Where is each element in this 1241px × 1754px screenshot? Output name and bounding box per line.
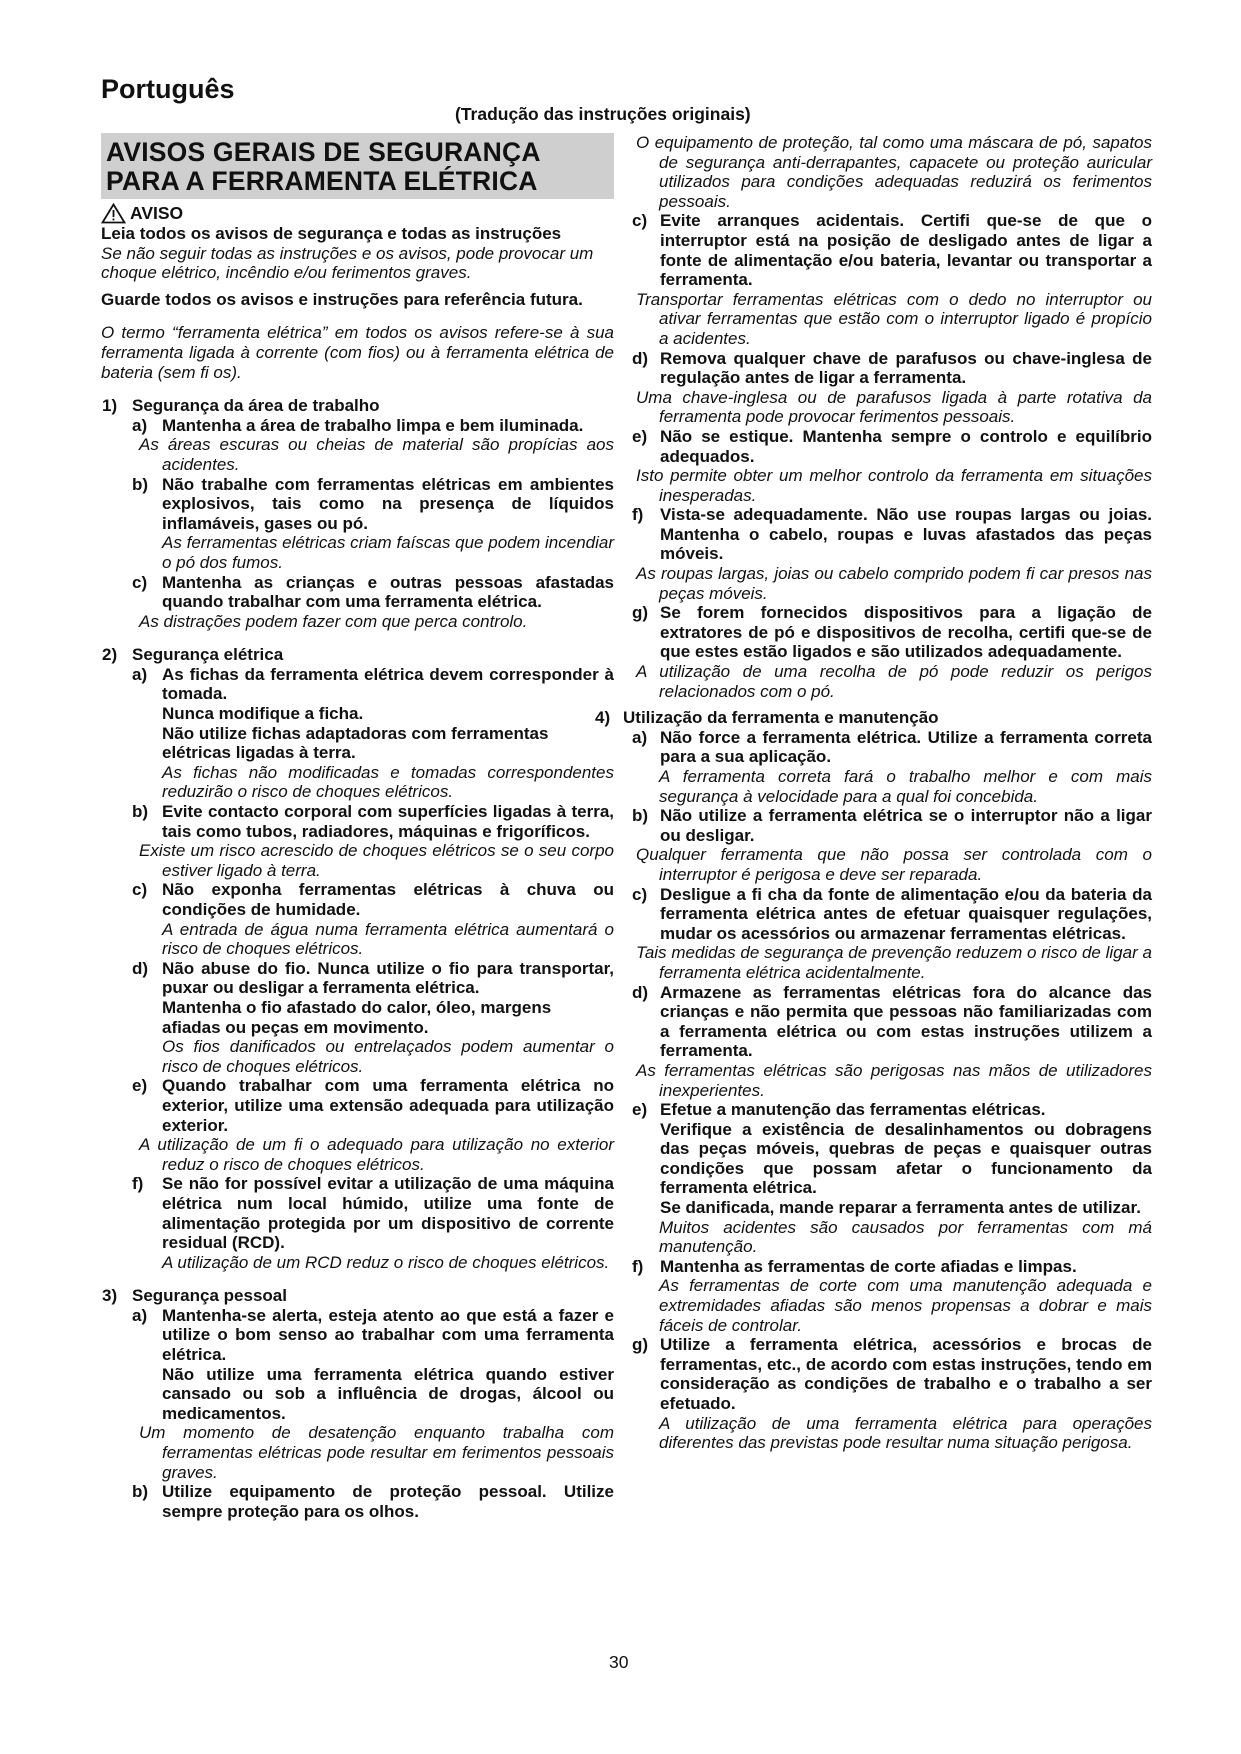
- keep-all-instruction: Guarde todos os avisos e instruções para referência futura.: [101, 289, 583, 309]
- power-tool-definition: O termo “ferramenta elétrica” em todos os avisos refere-se à sua ferramenta ligada à corrente (com fios) ou à ferramenta elétrica de bateria (sem fi os).: [101, 323, 614, 382]
- item-note: Uma chave-inglesa ou de parafusos ligada à parte rotativa da ferramenta pode provocar ferimentos pessoais.: [636, 387, 1152, 427]
- banner-line-2: PARA A FERRAMENTA ELÉTRICA: [106, 166, 538, 196]
- list-item: e) Não se estique. Mantenha sempre o controlo e equilíbrio adequados.: [632, 426, 1152, 466]
- item-bold-line: Nunca modifique a ficha.: [162, 704, 364, 724]
- item-note: Existe um risco acrescido de choques elétricos se o seu corpo estiver ligado à terra.: [139, 841, 614, 880]
- translation-subtitle: (Tradução das instruções originais): [455, 104, 751, 124]
- left-column: [101, 133, 614, 1521]
- item-note: A utilização de uma recolha de pó pode reduzir os perigos relacionados com o pó.: [636, 662, 1152, 701]
- read-all-instruction: Leia todos os avisos de segurança e todas as instruções: [101, 224, 562, 243]
- list-item: a) Não force a ferramenta elétrica. Utilize a ferramenta correta para a sua aplicação.: [632, 727, 1152, 767]
- right-column: [595, 133, 1152, 1453]
- list-item: g) Utilize a ferramenta elétrica, acessórios e brocas de ferramentas, etc., de acordo com estas instruções, tendo em consideração as condições de trabalho e o trabalho a ser efetuado.: [632, 1335, 1152, 1413]
- list-item: g) Se forem fornecidos dispositivos para a ligação de extratores de pó e dispositivos de recolha, certifi que-se de que estes estão ligados e são utilizados adequadamente.: [632, 603, 1152, 662]
- item-note: As roupas largas, joias ou cabelo comprido podem fi car presos nas peças móveis.: [636, 564, 1152, 603]
- list-item: a) As fichas da ferramenta elétrica devem corresponder à tomada.: [132, 664, 614, 704]
- item-note: Um momento de desatenção enquanto trabalha com ferramentas elétricas pode resultar em ferimentos pessoais graves.: [139, 1423, 614, 1482]
- warning-triangle-icon: [101, 203, 126, 224]
- page-number: 30: [609, 1652, 629, 1672]
- item-note: A utilização de um RCD reduz o risco de choques elétricos.: [162, 1252, 610, 1272]
- item-note: A utilização de um fi o adequado para utilização no exterior reduz o risco de choques elétricos.: [139, 1135, 614, 1174]
- list-item: b) Utilize equipamento de proteção pessoal. Utilize sempre proteção para os olhos.: [132, 1482, 614, 1521]
- section-4-heading: 4) Utilização da ferramenta e manutenção: [595, 708, 939, 728]
- section-2-heading: 2) Segurança elétrica: [102, 645, 284, 665]
- item-bold-line: Verifique a existência de desalinhamentos ou dobragens das peças móveis, quebras de peças e quaisquer outras condições que possam afetar o funcionamento da ferramenta elétrica.: [660, 1119, 1152, 1198]
- item-note: A entrada de água numa ferramenta elétrica aumentará o risco de choques elétricos.: [162, 919, 614, 959]
- warning-heading: [101, 203, 614, 224]
- list-item: d) Remova qualquer chave de parafusos ou chave-inglesa de regulação antes de ligar a ferramenta.: [632, 348, 1152, 388]
- list-item: e) Efetue a manutenção das ferramentas elétricas.: [632, 1100, 1046, 1120]
- item-note: As ferramentas elétricas são perigosas nas mãos de utilizadores inexperientes.: [636, 1060, 1152, 1100]
- list-item: a) Mantenha-se alerta, esteja atento ao que está a fazer e utilize o bom senso ao trabalhar com uma ferramenta elétrica.: [132, 1305, 614, 1365]
- item-note: Qualquer ferramenta que não possa ser controlada com o interruptor é perigosa e deve ser reparada.: [636, 845, 1152, 884]
- list-item: c) Desligue a fi cha da fonte de alimentação e/ou da bateria da ferramenta elétrica antes de efetuar quaisquer regulações, mudar os acessórios ou armazenar ferramentas elétricas.: [632, 884, 1152, 943]
- item-note: Transportar ferramentas elétricas com o dedo no interruptor ou ativar ferramentas que estão com o interruptor ligado é propício a acidentes.: [636, 289, 1152, 348]
- warning-label: AVISO: [130, 202, 184, 223]
- item-bold-line: Não utilize fichas adaptadoras com ferramentas elétricas ligadas à terra.: [162, 723, 549, 763]
- list-item: f) Vista-se adequadamente. Não use roupas largas ou joias. Mantenha o cabelo, roupas e luvas afastados das peças móveis.: [632, 505, 1152, 564]
- item-bold-line: Não utilize uma ferramenta elétrica quando estiver cansado ou sob a influência de drogas, álcool ou medicamentos.: [162, 1364, 614, 1423]
- section-1-heading: 1) Segurança da área de trabalho: [102, 396, 380, 416]
- item-bold-line: Mantenha o fio afastado do calor, óleo, margens afiadas ou peças em movimento.: [162, 997, 552, 1037]
- list-item: d) Não abuse do fio. Nunca utilize o fio para transportar, puxar ou desligar a ferramenta elétrica.: [132, 958, 614, 998]
- list-item: f) Mantenha as ferramentas de corte afiadas e limpas.: [632, 1256, 1077, 1276]
- item-note: A utilização de uma ferramenta elétrica para operações diferentes das previstas pode resultar numa situação perigosa.: [659, 1413, 1152, 1453]
- item-note: Tais medidas de segurança de prevenção reduzem o risco de ligar a ferramenta elétrica acidentalmente.: [636, 943, 1152, 982]
- item-note: O equipamento de proteção, tal como uma máscara de pó, sapatos de segurança anti-derrapantes, capacete ou proteção auricular utilizados para condições adequadas reduzirá os ferimentos pessoais.: [636, 133, 1152, 211]
- general-warnings-banner: [101, 133, 614, 199]
- item-note: Isto permite obter um melhor controlo da ferramenta em situações inesperadas.: [636, 466, 1152, 505]
- item-note: As distrações podem fazer com que perca controlo.: [139, 611, 528, 631]
- list-item: b) Não utilize a ferramenta elétrica se o interruptor não a ligar ou desligar.: [632, 806, 1152, 845]
- item-note: A ferramenta correta fará o trabalho melhor e com mais segurança à velocidade para a qual foi concebida.: [659, 767, 1152, 806]
- banner-line-1: AVISOS GERAIS DE SEGURANÇA: [106, 137, 541, 167]
- item-note: As áreas escuras ou cheias de material são propícias aos acidentes.: [139, 435, 614, 474]
- list-item: e) Quando trabalhar com uma ferramenta elétrica no exterior, utilize uma extensão adequada para utilização exterior.: [132, 1076, 614, 1135]
- list-item: d) Armazene as ferramentas elétricas fora do alcance das crianças e não permita que pessoas não familiarizadas com a ferramenta elétrica ou com estas instruções utilizem a ferramenta.: [632, 982, 1152, 1061]
- list-item: c) Não exponha ferramentas elétricas à chuva ou condições de humidade.: [132, 880, 614, 919]
- item-bold-line: Se danificada, mande reparar a ferramenta antes de utilizar.: [660, 1198, 1141, 1218]
- item-note: Os fios danificados ou entrelaçados podem aumentar o risco de choques elétricos.: [162, 1037, 614, 1076]
- item-note: Muitos acidentes são causados por ferramentas com má manutenção.: [659, 1217, 1152, 1257]
- item-note: As fichas não modificadas e tomadas correspondentes reduzirão o risco de choques elétricos.: [162, 762, 614, 802]
- read-all-consequence: Se não seguir todas as instruções e os avisos, pode provocar um choque elétrico, incêndio e/ou ferimentos graves.: [101, 243, 594, 283]
- list-item: c) Mantenha as crianças e outras pessoas afastadas quando trabalhar com uma ferramenta elétrica.: [132, 572, 614, 612]
- list-item: a) Mantenha a área de trabalho limpa e bem iluminada.: [132, 415, 584, 435]
- list-item: b) Não trabalhe com ferramentas elétricas em ambientes explosivos, tais como na presença de líquidos inflamáveis, gases ou pó.: [132, 474, 614, 533]
- list-item: f) Se não for possível evitar a utilização de uma máquina elétrica num local húmido, utilize uma fonte de alimentação protegida por um dispositivo de corrente residual (RCD).: [132, 1174, 614, 1253]
- list-item: b) Evite contacto corporal com superfícies ligadas à terra, tais como tubos, radiadores, máquinas e frigoríficos.: [132, 802, 614, 841]
- item-note: As ferramentas de corte com uma manutenção adequada e extremidades afiadas são menos propensas a dobrar e mais fáceis de controlar.: [659, 1276, 1152, 1335]
- language-heading: Português: [101, 74, 235, 104]
- list-item: c) Evite arranques acidentais. Certifi que-se de que o interruptor está na posição de desligado antes de ligar a fonte de alimentação e/ou bateria, levantar ou transportar a ferramenta.: [632, 211, 1152, 290]
- section-3-heading: 3) Segurança pessoal: [102, 1286, 287, 1306]
- item-note: As ferramentas elétricas criam faíscas que podem incendiar o pó dos fumos.: [162, 533, 614, 572]
